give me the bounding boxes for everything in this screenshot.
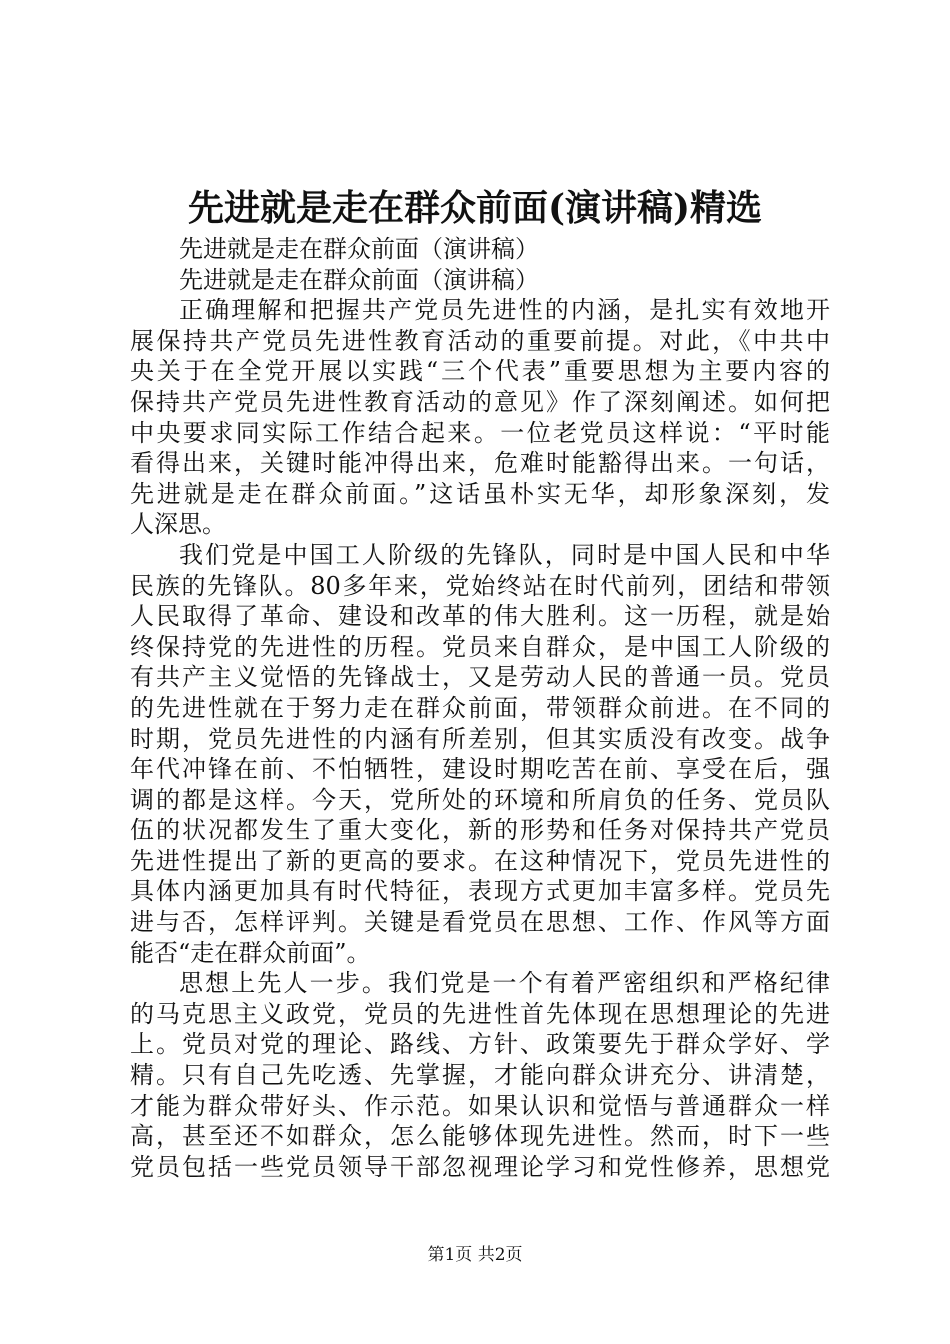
text-line: 高，甚至还不如群众，怎么能够体现先进性。然而，时下一些: [130, 1122, 830, 1151]
paragraph-1: [130, 295, 830, 540]
text-line: 民族的先锋队。80多年来，党始终站在时代前列，团结和带领: [130, 571, 830, 600]
text-line: 我们党是中国工人阶级的先锋队，同时是中国人民和中华: [179, 540, 830, 569]
text-line: 中央要求同实际工作结合起来。一位老党员这样说：“平时能: [130, 418, 830, 447]
text-line: 先进就是走在群众前面。”这话虽朴实无华，却形象深刻，发: [130, 479, 830, 508]
text-line: 思想上先人一步。我们党是一个有着严密组织和严格纪律: [179, 969, 830, 998]
text-line: 精。只有自己先吃透、先掌握，才能向群众讲充分、讲清楚，: [130, 1061, 830, 1090]
paragraph-2: [130, 540, 830, 968]
document-body: [130, 234, 830, 1182]
text-line: 进与否，怎样评判。关键是看党员在思想、工作、作风等方面: [130, 908, 830, 937]
text-line: 年代冲锋在前、不怕牺牲，建设时期吃苦在前、享受在后，强: [130, 755, 830, 784]
text-line: 展保持共产党员先进性教育活动的重要前提。对此，《中共中: [130, 326, 830, 355]
document-title: 先进就是走在群众前面(演讲稿)精选: [187, 187, 763, 229]
text-line: 调的都是这样。今天，党所处的环境和所肩负的任务、党员队: [130, 785, 830, 814]
text-line: 党员包括一些党员领导干部忽视理论学习和党性修养，思想党: [130, 1152, 830, 1181]
text-line: 上。党员对党的理论、路线、方针、政策要先于群众学好、学: [130, 1030, 830, 1059]
text-line: 人民取得了革命、建设和改革的伟大胜利。这一历程，就是始: [130, 602, 830, 631]
text-line: 的先进性就在于努力走在群众前面，带领群众前进。在不同的: [130, 693, 830, 722]
text-line: 能否“走在群众前面”。: [130, 938, 371, 967]
text-line: 保持共产党员先进性教育活动的意见》作了深刻阐述。如何把: [130, 387, 830, 416]
text-line: 终保持党的先进性的历程。党员来自群众，是中国工人阶级的: [130, 632, 830, 661]
text-line: 正确理解和把握共产党员先进性的内涵，是扎实有效地开: [179, 296, 830, 325]
subheading: 先进就是走在群众前面（演讲稿）: [179, 265, 539, 294]
text-line: 具体内涵更加具有时代特征，表现方式更加丰富多样。党员先: [130, 877, 830, 906]
subheading: 先进就是走在群众前面（演讲稿）: [179, 235, 539, 263]
text-line: 先进性提出了新的更高的要求。在这种情况下，党员先进性的: [130, 846, 830, 875]
text-line: 的马克思主义政党，党员的先进性首先体现在思想理论的先进: [130, 999, 830, 1028]
text-line: 看得出来，关键时能冲得出来，危难时能豁得出来。一句话，: [130, 449, 830, 478]
text-line: 才能为群众带好头、作示范。如果认识和觉悟与普通群众一样: [130, 1091, 830, 1120]
text-line: 有共产主义觉悟的先锋战士，又是劳动人民的普通一员。党员: [130, 663, 830, 692]
page-number-footer: 第1页 共2页: [427, 1245, 523, 1265]
text-line: 人深思。: [130, 510, 226, 539]
text-line: 央关于在全党开展以实践“三个代表”重要思想为主要内容的: [130, 357, 830, 386]
paragraph-3: [130, 968, 830, 1182]
text-line: 伍的状况都发生了重大变化，新的形势和任务对保持共产党员: [130, 816, 830, 845]
text-line: 时期，党员先进性的内涵有所差别，但其实质没有改变。战争: [130, 724, 830, 753]
